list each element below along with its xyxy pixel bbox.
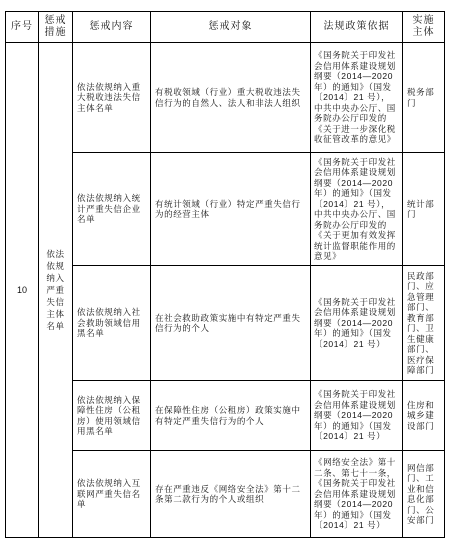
legal-basis-cell: 《国务院关于印发社会信用体系建设规划纲要（2014—2020 年）的通知》（国发〔2014〕21 号） [311,266,403,381]
header-measure: 惩戒措施 [39,12,73,43]
implementing-agency-cell: 统计部门 [403,153,445,266]
penalty-target-cell: 有统计领域（行业）特定严重失信行为的经营主体 [151,153,311,266]
penalty-content-cell: 依法依规纳入社会救助领域信用黑名单 [73,266,151,381]
legal-basis-cell: 《网络安全法》第十二条、第七十一条，《国务院关于印发社会信用体系建设规划纲要（2014—2020 年）的通知》（国发〔2014〕21 号） [311,451,403,538]
penalty-content-cell: 依法依规纳入统计严重失信企业名单 [73,153,151,266]
header-serial: 序号 [6,12,39,43]
penalty-target-cell: 有税收领域（行业）重大税收违法失信行为的自然人、法人和非法人组织 [151,43,311,153]
header-target: 惩戒对象 [151,12,311,43]
implementing-agency-cell: 税务部门 [403,43,445,153]
penalty-target-cell: 存在严重违反《网络安全法》第十二条第二款行为的个人或组织 [151,451,311,538]
legal-basis-cell: 《国务院关于印发社会信用体系建设规划纲要（2014—2020 年）的通知》（国发〔2014〕21 号），中共中央办公厅、国务院办公厅印发的《关于进一步深化税收征管改革的意见》 [311,43,403,153]
implementing-agency-cell: 网信部门、工业和信息化部门、公安部门 [403,451,445,538]
legal-basis-cell: 《国务院关于印发社会信用体系建设规划纲要（2014—2020 年）的通知》（国发〔2014〕21 号），中共中央办公厅、国务院办公厅印发的《关于更加有效发挥统计监督职能作用的意见》 [311,153,403,266]
implementing-agency-cell: 住房和城乡建设部门 [403,381,445,451]
penalty-content-cell: 依法依规纳入互联网严重失信名单 [73,451,151,538]
header-content: 惩戒内容 [73,12,151,43]
penalty-content-cell: 依法依规纳入保障性住房（公租房）使用领域信用黑名单 [73,381,151,451]
penalty-content-cell: 依法依规纳入重大税收违法失信主体名单 [73,43,151,153]
penalty-target-cell: 在社会救助政策实施中有特定严重失信行为的个人 [151,266,311,381]
penalty-measure-cell: 依法依规纳入严重失信主体名单 [39,43,73,538]
penalty-table [5,11,445,538]
header-basis: 法规政策依据 [311,12,403,43]
implementing-agency-cell: 民政部门、应急管理部门、教育部门、卫生健康部门、医疗保障部门 [403,266,445,381]
penalty-target-cell: 在保障性住房（公租房）政策实施中有特定严重失信行为的个人 [151,381,311,451]
header-agency: 实施主体 [403,12,445,43]
serial-number-cell: 10 [6,43,39,538]
legal-basis-cell: 《国务院关于印发社会信用体系建设规划纲要（2014—2020 年）的通知》（国发〔2014〕21 号） [311,381,403,451]
